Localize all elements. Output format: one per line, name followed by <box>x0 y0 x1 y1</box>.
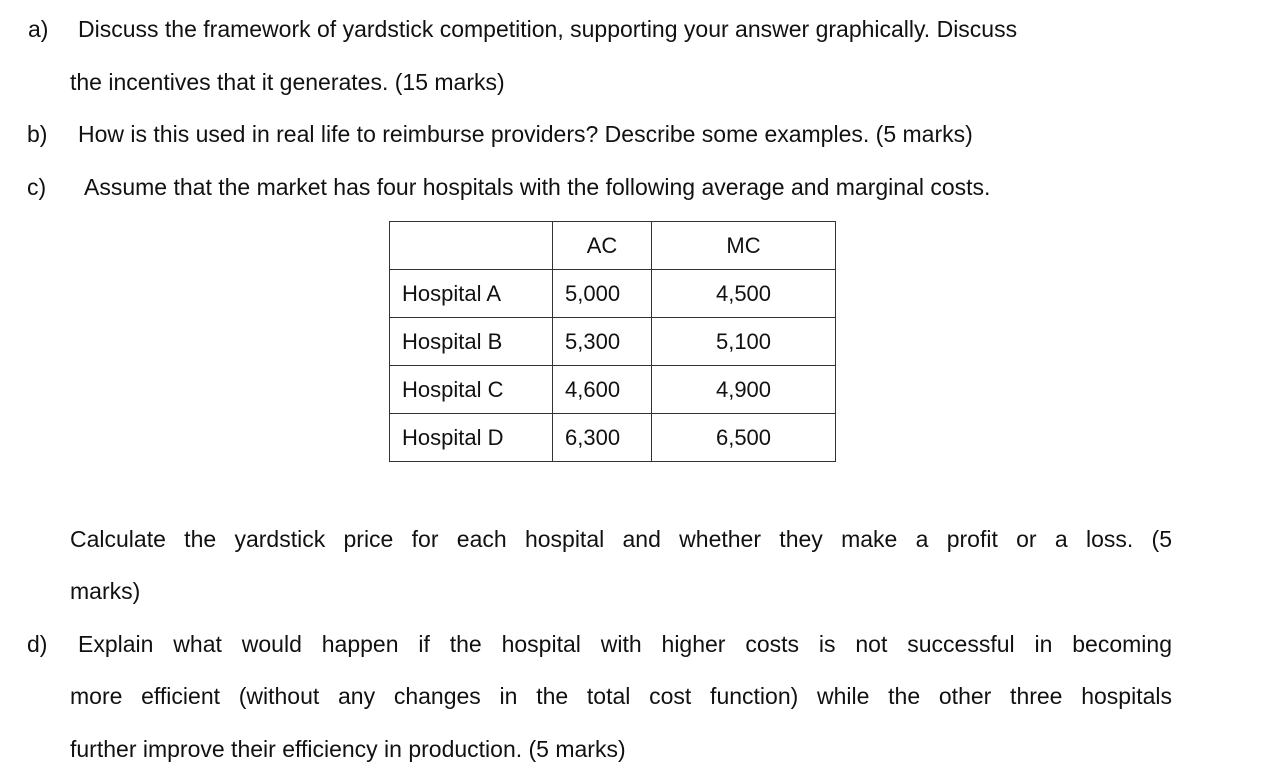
hospital-name-cell: Hospital C <box>390 366 553 414</box>
table-row <box>390 414 836 462</box>
question-b-text-line1: How is this used in real life to reimburse providers? Describe some examples. (5 marks) <box>78 121 973 147</box>
question-c-label: c) <box>27 174 47 200</box>
ac-value-cell: 6,300 <box>553 414 652 462</box>
question-c-calc-line1: Calculate the yardstick price for each hospital and whether they make a profit or a loss. (5 <box>70 526 1172 552</box>
question-d-label: d) <box>27 631 48 657</box>
question-d-text-line3: further improve their efficiency in production. (5 marks) <box>70 736 626 762</box>
ac-value-cell: 5,000 <box>553 270 652 318</box>
table-row <box>390 270 836 318</box>
ac-value-cell: 5,300 <box>553 318 652 366</box>
table-header-cell <box>390 222 553 270</box>
table-header-mc: MC <box>652 222 836 270</box>
hospital-name-cell: Hospital D <box>390 414 553 462</box>
ac-value-cell: 4,600 <box>553 366 652 414</box>
question-c-calc-line2: marks) <box>70 578 141 604</box>
question-d-text-line2: more efficient (without any changes in the total cost function) while the other three hospitals <box>70 683 1172 709</box>
question-b-label: b) <box>27 121 48 147</box>
mc-value-cell: 4,900 <box>652 366 836 414</box>
question-a-label: a) <box>28 16 49 42</box>
table-header-row <box>390 222 836 270</box>
table-header-ac: AC <box>553 222 652 270</box>
question-a-text-line2: the incentives that it generates. (15 marks) <box>70 69 505 95</box>
hospital-costs-table <box>389 221 836 462</box>
hospital-name-cell: Hospital A <box>390 270 553 318</box>
question-a-text-line1: Discuss the framework of yardstick competition, supporting your answer graphically. Discuss <box>78 16 1018 42</box>
question-d-text-line1: Explain what would happen if the hospital with higher costs is not successful in becoming <box>78 631 1172 657</box>
mc-value-cell: 5,100 <box>652 318 836 366</box>
table-row <box>390 318 836 366</box>
question-c-text-line1: Assume that the market has four hospitals with the following average and marginal costs. <box>84 174 991 200</box>
hospital-name-cell: Hospital B <box>390 318 553 366</box>
table-row <box>390 366 836 414</box>
mc-value-cell: 4,500 <box>652 270 836 318</box>
mc-value-cell: 6,500 <box>652 414 836 462</box>
